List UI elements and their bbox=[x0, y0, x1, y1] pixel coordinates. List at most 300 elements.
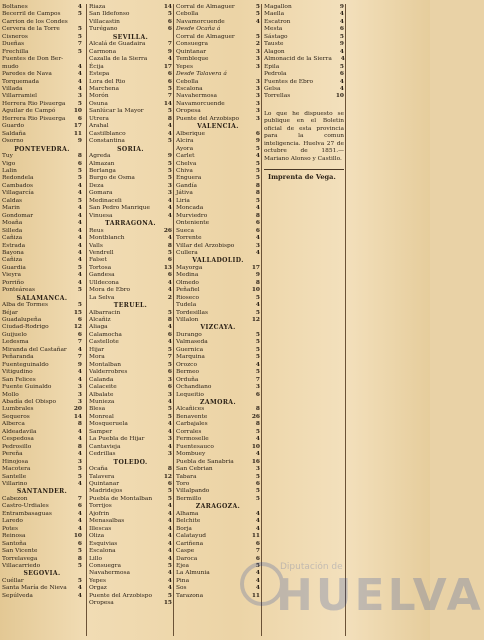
town-name: Marchena bbox=[89, 85, 120, 92]
list-item bbox=[176, 213, 260, 220]
list-item bbox=[89, 71, 172, 78]
town-name: Escalona bbox=[89, 548, 116, 555]
list-item bbox=[89, 406, 172, 413]
town-value: 5 bbox=[167, 85, 172, 92]
town-value: 5 bbox=[77, 33, 82, 40]
town-value: 5 bbox=[255, 369, 260, 376]
town-value: 4 bbox=[167, 443, 172, 450]
town-name: Cisneros bbox=[2, 33, 28, 40]
list-item bbox=[89, 56, 172, 63]
town-name: Cedrillas bbox=[89, 451, 116, 458]
town-value: 5 bbox=[255, 11, 260, 18]
list-item bbox=[176, 421, 260, 428]
town-value: 10 bbox=[73, 533, 82, 540]
list-item bbox=[176, 414, 260, 421]
town-name: Calaceite bbox=[89, 384, 117, 391]
town-value: 4 bbox=[255, 525, 260, 532]
list-item bbox=[89, 4, 172, 11]
town-value: 5 bbox=[167, 488, 172, 495]
town-value: 4 bbox=[77, 220, 82, 227]
town-name: Fuente Guinaldo bbox=[2, 384, 52, 391]
list-item bbox=[176, 235, 260, 242]
town-value: 6 bbox=[167, 71, 172, 78]
list-item bbox=[2, 26, 82, 33]
list-item bbox=[89, 280, 172, 287]
town-value: 5 bbox=[255, 160, 260, 167]
town-name: Belchite bbox=[176, 518, 201, 525]
list-item bbox=[2, 324, 82, 331]
town-value: 3 bbox=[255, 63, 260, 70]
list-item bbox=[89, 93, 172, 100]
town-value: 5 bbox=[255, 339, 260, 346]
list-item bbox=[264, 71, 344, 78]
town-name: Bermeo bbox=[176, 369, 200, 376]
list-item bbox=[176, 511, 260, 518]
town-value: 6 bbox=[255, 391, 260, 398]
list-item bbox=[89, 399, 172, 406]
town-value: 4 bbox=[167, 533, 172, 540]
list-item bbox=[176, 86, 260, 93]
town-value: 5 bbox=[167, 562, 172, 569]
town-value: 6 bbox=[167, 272, 172, 279]
list-item bbox=[2, 79, 82, 86]
town-name: Torrellas bbox=[264, 93, 291, 100]
town-name: Sanlúcar la Mayor bbox=[89, 108, 144, 115]
town-name: Aliaga bbox=[89, 324, 108, 331]
town-name: Berlanga bbox=[89, 167, 116, 174]
town-value: 5 bbox=[167, 346, 172, 353]
town-value: 3 bbox=[167, 190, 172, 197]
list-item bbox=[2, 71, 82, 78]
town-value: 4 bbox=[77, 212, 82, 219]
list-item bbox=[89, 131, 172, 138]
town-value: 7 bbox=[255, 548, 260, 555]
town-name: Almonacid de la Sierra bbox=[264, 56, 332, 63]
list-item bbox=[89, 116, 172, 123]
town-value bbox=[247, 71, 260, 78]
list-item bbox=[176, 302, 260, 309]
town-name: Daroca bbox=[176, 555, 198, 562]
town-value: 4 bbox=[77, 182, 82, 189]
list-item bbox=[176, 205, 260, 212]
list-item bbox=[176, 384, 260, 391]
column-3 bbox=[173, 4, 260, 636]
town-name: Torquemada bbox=[2, 78, 39, 85]
town-value: 4 bbox=[77, 510, 82, 517]
town-name: Tordesillas bbox=[176, 309, 209, 316]
town-name: Moncada bbox=[176, 205, 204, 212]
list-item bbox=[176, 392, 260, 399]
town-name: Mora bbox=[89, 354, 105, 361]
list-item bbox=[176, 436, 260, 443]
list-item bbox=[176, 243, 260, 250]
town-value: 8 bbox=[77, 153, 82, 160]
town-name: Peñaranda bbox=[2, 354, 34, 361]
list-item bbox=[89, 11, 172, 18]
list-item bbox=[2, 518, 82, 525]
town-name: Miranda del Castañar bbox=[2, 346, 67, 353]
town-name: Esquivias bbox=[89, 540, 118, 547]
town-name: Utrera bbox=[89, 115, 109, 122]
town-name: Alcañices bbox=[176, 406, 205, 413]
list-item bbox=[176, 496, 260, 503]
town-value: 6 bbox=[167, 331, 172, 338]
town-name: Gelsa bbox=[264, 85, 281, 92]
town-value: 5 bbox=[167, 11, 172, 18]
list-item bbox=[89, 339, 172, 346]
list-item bbox=[89, 503, 172, 510]
town-name: Liria bbox=[176, 197, 190, 204]
list-item bbox=[2, 339, 82, 346]
town-value: 3 bbox=[255, 48, 260, 55]
town-value: 11 bbox=[251, 533, 260, 540]
town-name: Pedrosillo bbox=[2, 443, 32, 450]
town-value: 5 bbox=[167, 406, 172, 413]
town-name: Cañiza bbox=[2, 235, 23, 242]
town-value: 4 bbox=[167, 399, 172, 406]
list-item bbox=[176, 474, 260, 481]
list-item bbox=[89, 600, 172, 607]
town-name: Consuegra bbox=[176, 41, 208, 48]
town-value: 3 bbox=[167, 182, 172, 189]
town-name: Maella bbox=[264, 11, 285, 18]
list-item bbox=[264, 34, 344, 41]
column-4-list bbox=[264, 4, 344, 101]
town-name: Abadía del Obispo bbox=[2, 399, 56, 406]
town-value: 4 bbox=[167, 279, 172, 286]
list-item bbox=[2, 138, 82, 145]
town-name: Vieyra bbox=[2, 272, 22, 279]
town-value: 3 bbox=[255, 78, 260, 85]
town-name: Munieza bbox=[89, 399, 115, 406]
town-name: Cervera de la Torre bbox=[2, 26, 60, 33]
town-value: 5 bbox=[255, 354, 260, 361]
list-item bbox=[2, 64, 82, 71]
town-value: 4 bbox=[255, 451, 260, 458]
town-name: Calamocha bbox=[89, 331, 122, 338]
list-item bbox=[176, 101, 260, 108]
list-item bbox=[2, 392, 82, 399]
town-value: 4 bbox=[167, 324, 172, 331]
list-item bbox=[2, 526, 82, 533]
town-value: 4 bbox=[167, 525, 172, 532]
town-value: 8 bbox=[255, 182, 260, 189]
town-name: Borja bbox=[176, 525, 192, 532]
list-item bbox=[176, 93, 260, 100]
town-name: Villalon bbox=[176, 317, 199, 324]
town-name: Sos bbox=[176, 585, 187, 592]
list-item bbox=[89, 541, 172, 548]
town-name: Alba de Tormes bbox=[2, 302, 48, 309]
list-item bbox=[89, 41, 172, 48]
town-value: 4 bbox=[255, 510, 260, 517]
list-item bbox=[89, 377, 172, 384]
list-item bbox=[89, 26, 172, 33]
town-name: Gandía bbox=[176, 182, 198, 189]
town-value: 5 bbox=[167, 592, 172, 599]
town-name: Fermoselle bbox=[176, 436, 209, 443]
town-value: 3 bbox=[167, 376, 172, 383]
town-value: 6 bbox=[77, 160, 82, 167]
town-name: Orozco bbox=[176, 361, 197, 368]
town-name: Vendrell bbox=[89, 249, 114, 256]
town-name: Monreal bbox=[89, 413, 114, 420]
list-item bbox=[89, 414, 172, 421]
town-value: 6 bbox=[167, 78, 172, 85]
town-name: Potes bbox=[2, 525, 19, 532]
town-value: 4 bbox=[167, 197, 172, 204]
town-value: 6 bbox=[255, 540, 260, 547]
town-value: 4 bbox=[77, 279, 82, 286]
town-name: Mombuey bbox=[176, 451, 206, 458]
list-item bbox=[2, 406, 82, 413]
list-item bbox=[176, 138, 260, 145]
town-name: Carmona bbox=[89, 48, 117, 55]
list-item bbox=[89, 153, 172, 160]
town-value: 11 bbox=[73, 130, 82, 137]
list-item bbox=[2, 11, 82, 18]
town-value: 4 bbox=[167, 503, 172, 510]
list-item bbox=[2, 369, 82, 376]
town-value: 7 bbox=[77, 41, 82, 48]
town-name: Chelva bbox=[176, 160, 197, 167]
list-item bbox=[89, 79, 172, 86]
town-name: Epila bbox=[264, 63, 280, 70]
list-item bbox=[89, 310, 172, 317]
list-item bbox=[264, 56, 344, 63]
list-item bbox=[2, 205, 82, 212]
list-item bbox=[89, 593, 172, 600]
town-name: Ledesma bbox=[2, 339, 29, 346]
town-name: mudo bbox=[2, 63, 19, 70]
town-value: 4 bbox=[77, 71, 82, 78]
town-name: Turégano bbox=[89, 26, 118, 33]
town-name: La Puebla de Hijar bbox=[89, 436, 145, 443]
list-item bbox=[89, 451, 172, 458]
list-item bbox=[89, 198, 172, 205]
town-name: Arahal bbox=[89, 123, 109, 130]
town-name: Almazan bbox=[89, 160, 115, 167]
list-item bbox=[2, 19, 82, 26]
town-value: 4 bbox=[77, 451, 82, 458]
town-value: 3 bbox=[255, 93, 260, 100]
list-item bbox=[2, 190, 82, 197]
town-value: 6 bbox=[339, 71, 344, 78]
town-value: 3 bbox=[255, 108, 260, 115]
town-value: 5 bbox=[77, 197, 82, 204]
town-value: 4 bbox=[77, 63, 82, 70]
list-item bbox=[176, 108, 260, 115]
section-heading: ZAMORA. bbox=[200, 399, 236, 407]
town-value: 7 bbox=[77, 339, 82, 346]
town-value: 4 bbox=[77, 376, 82, 383]
town-name: Saldaña bbox=[2, 130, 26, 137]
section-heading: VIZCAYA. bbox=[200, 324, 236, 332]
town-value: 5 bbox=[255, 145, 260, 152]
list-item bbox=[176, 518, 260, 525]
town-name: Alcalá de Guadaira bbox=[89, 41, 146, 48]
list-item bbox=[89, 108, 172, 115]
town-name: Villacastin bbox=[89, 18, 120, 25]
town-name: Marin bbox=[2, 205, 20, 212]
town-value: 4 bbox=[255, 585, 260, 592]
town-value: 7 bbox=[167, 41, 172, 48]
list-item bbox=[2, 123, 82, 130]
town-value: 4 bbox=[339, 48, 344, 55]
town-value: 5 bbox=[167, 167, 172, 174]
town-name: Puebla de Sanabria bbox=[176, 458, 234, 465]
list-item bbox=[89, 332, 172, 339]
town-value: 9 bbox=[339, 4, 344, 10]
town-value: 26 bbox=[163, 227, 172, 234]
town-name: Ponteáreas bbox=[2, 287, 36, 294]
town-name: Navahermosa bbox=[89, 570, 130, 577]
town-value: 8 bbox=[255, 406, 260, 413]
list-item bbox=[2, 56, 82, 63]
town-name: Caspe bbox=[176, 548, 195, 555]
watermark-big-text: HUELVA bbox=[276, 570, 484, 621]
list-item bbox=[2, 287, 82, 294]
town-name: Aguilar de Campó bbox=[2, 108, 56, 115]
town-value: 5 bbox=[167, 175, 172, 182]
town-name: Illescas bbox=[89, 525, 112, 532]
town-value: 6 bbox=[167, 18, 172, 25]
town-value: 5 bbox=[255, 167, 260, 174]
list-item bbox=[176, 71, 260, 78]
town-value: 3 bbox=[167, 436, 172, 443]
list-item bbox=[2, 272, 82, 279]
town-name: Carrion de los Condes bbox=[2, 18, 68, 25]
town-value: 4 bbox=[77, 235, 82, 242]
list-item bbox=[2, 436, 82, 443]
town-name: La Almunia bbox=[176, 570, 210, 577]
town-name: Agreda bbox=[89, 153, 111, 160]
town-value: 9 bbox=[255, 272, 260, 279]
town-name: Fuenteguinaldo bbox=[2, 361, 49, 368]
list-item bbox=[176, 4, 260, 11]
town-name: Yepes bbox=[89, 577, 107, 584]
town-value: 6 bbox=[167, 257, 172, 264]
town-name: Riaza bbox=[89, 4, 106, 10]
town-name: Deza bbox=[89, 182, 104, 189]
town-value: 8 bbox=[255, 279, 260, 286]
list-item bbox=[89, 392, 172, 399]
town-value: 8 bbox=[77, 421, 82, 428]
town-value: 7 bbox=[77, 354, 82, 361]
town-name: San Felices bbox=[2, 376, 36, 383]
town-value: 5 bbox=[77, 287, 82, 294]
section-heading: SORIA. bbox=[117, 145, 144, 153]
town-name: Valmaseda bbox=[176, 339, 208, 346]
town-name: Ocaña bbox=[89, 466, 108, 473]
town-name: Osuna bbox=[89, 100, 108, 107]
column-5 bbox=[345, 4, 431, 636]
town-value: 5 bbox=[167, 249, 172, 256]
town-value: 3 bbox=[77, 93, 82, 100]
list-item bbox=[89, 257, 172, 264]
column-1 bbox=[2, 4, 82, 636]
town-value: 4 bbox=[167, 287, 172, 294]
list-item bbox=[2, 421, 82, 428]
section-heading: TERUEL. bbox=[113, 302, 148, 310]
town-name: Yepes bbox=[176, 63, 194, 70]
town-name: Villagarcía bbox=[2, 190, 34, 197]
town-value: 4 bbox=[167, 123, 172, 130]
town-name: Villalpando bbox=[176, 488, 210, 495]
list-item bbox=[176, 406, 260, 413]
town-value: 3 bbox=[167, 451, 172, 458]
town-name: Laredo bbox=[2, 518, 23, 525]
section-heading: VALLADOLID. bbox=[192, 257, 244, 265]
town-name: Burgo de Osma bbox=[89, 175, 135, 182]
town-name: Tauste bbox=[264, 41, 284, 48]
town-name: Fuentesauco bbox=[176, 443, 214, 450]
town-name: Mosqueruela bbox=[89, 421, 128, 428]
town-value: 4 bbox=[77, 85, 82, 92]
town-value: 8 bbox=[77, 555, 82, 562]
town-name: Castilblanco bbox=[89, 130, 126, 137]
town-name: Herrera Rio Pisuerga bbox=[2, 115, 66, 122]
town-name: Caldas bbox=[2, 197, 23, 204]
town-value: 4 bbox=[167, 570, 172, 577]
list-item bbox=[2, 41, 82, 48]
list-item bbox=[176, 488, 260, 495]
town-name: Desde Talavera á bbox=[176, 71, 227, 78]
town-name: Rioseco bbox=[176, 294, 200, 301]
town-value: 8 bbox=[255, 212, 260, 219]
town-name: Montblanch bbox=[89, 235, 125, 242]
town-value: 4 bbox=[77, 257, 82, 264]
list-item bbox=[2, 377, 82, 384]
list-item bbox=[176, 466, 260, 473]
printer-imprint: Imprenta de Vega. bbox=[268, 173, 336, 182]
town-name: Corral de Almaguer bbox=[176, 4, 235, 10]
town-value: 6 bbox=[255, 555, 260, 562]
town-value: 6 bbox=[255, 130, 260, 137]
town-name: Cambados bbox=[2, 182, 33, 189]
town-name: Ciudad-Rodrigo bbox=[2, 324, 49, 331]
section-heading: TARRAGONA. bbox=[105, 220, 156, 228]
column-4 bbox=[261, 4, 344, 636]
town-value: 3 bbox=[255, 85, 260, 92]
list-item bbox=[89, 563, 172, 570]
town-name: Alagon bbox=[264, 48, 285, 55]
town-name: Guardia bbox=[2, 264, 26, 271]
town-name: Murviedro bbox=[176, 212, 208, 219]
list-item bbox=[176, 34, 260, 41]
list-item bbox=[176, 481, 260, 488]
town-value: 5 bbox=[167, 309, 172, 316]
town-value: 6 bbox=[77, 317, 82, 324]
town-name: Santoña bbox=[2, 540, 27, 547]
list-item bbox=[2, 161, 82, 168]
official-note: Lo que he dispuesto se publique en el Boletin oficial de esta provincia para la comun inteligencia. Huelva 27 de octubre de 1851.—Mariano Alonso y Castillo. bbox=[264, 110, 344, 162]
town-name: San Cebrian bbox=[176, 466, 213, 473]
town-name: Durango bbox=[176, 331, 202, 338]
town-name: Oropesa bbox=[89, 600, 114, 607]
town-value: 5 bbox=[255, 331, 260, 338]
list-item bbox=[2, 511, 82, 518]
list-item bbox=[89, 213, 172, 220]
town-name: Villar del Arzobispo bbox=[176, 242, 235, 249]
list-item bbox=[89, 272, 172, 279]
town-value: 9 bbox=[77, 361, 82, 368]
town-name: Cespedosa bbox=[2, 436, 34, 443]
town-name: Navahermosa bbox=[176, 93, 217, 100]
watermark-small-text: Diputación de bbox=[280, 562, 343, 572]
town-name: Estepa bbox=[89, 71, 110, 78]
town-value: 4 bbox=[77, 518, 82, 525]
